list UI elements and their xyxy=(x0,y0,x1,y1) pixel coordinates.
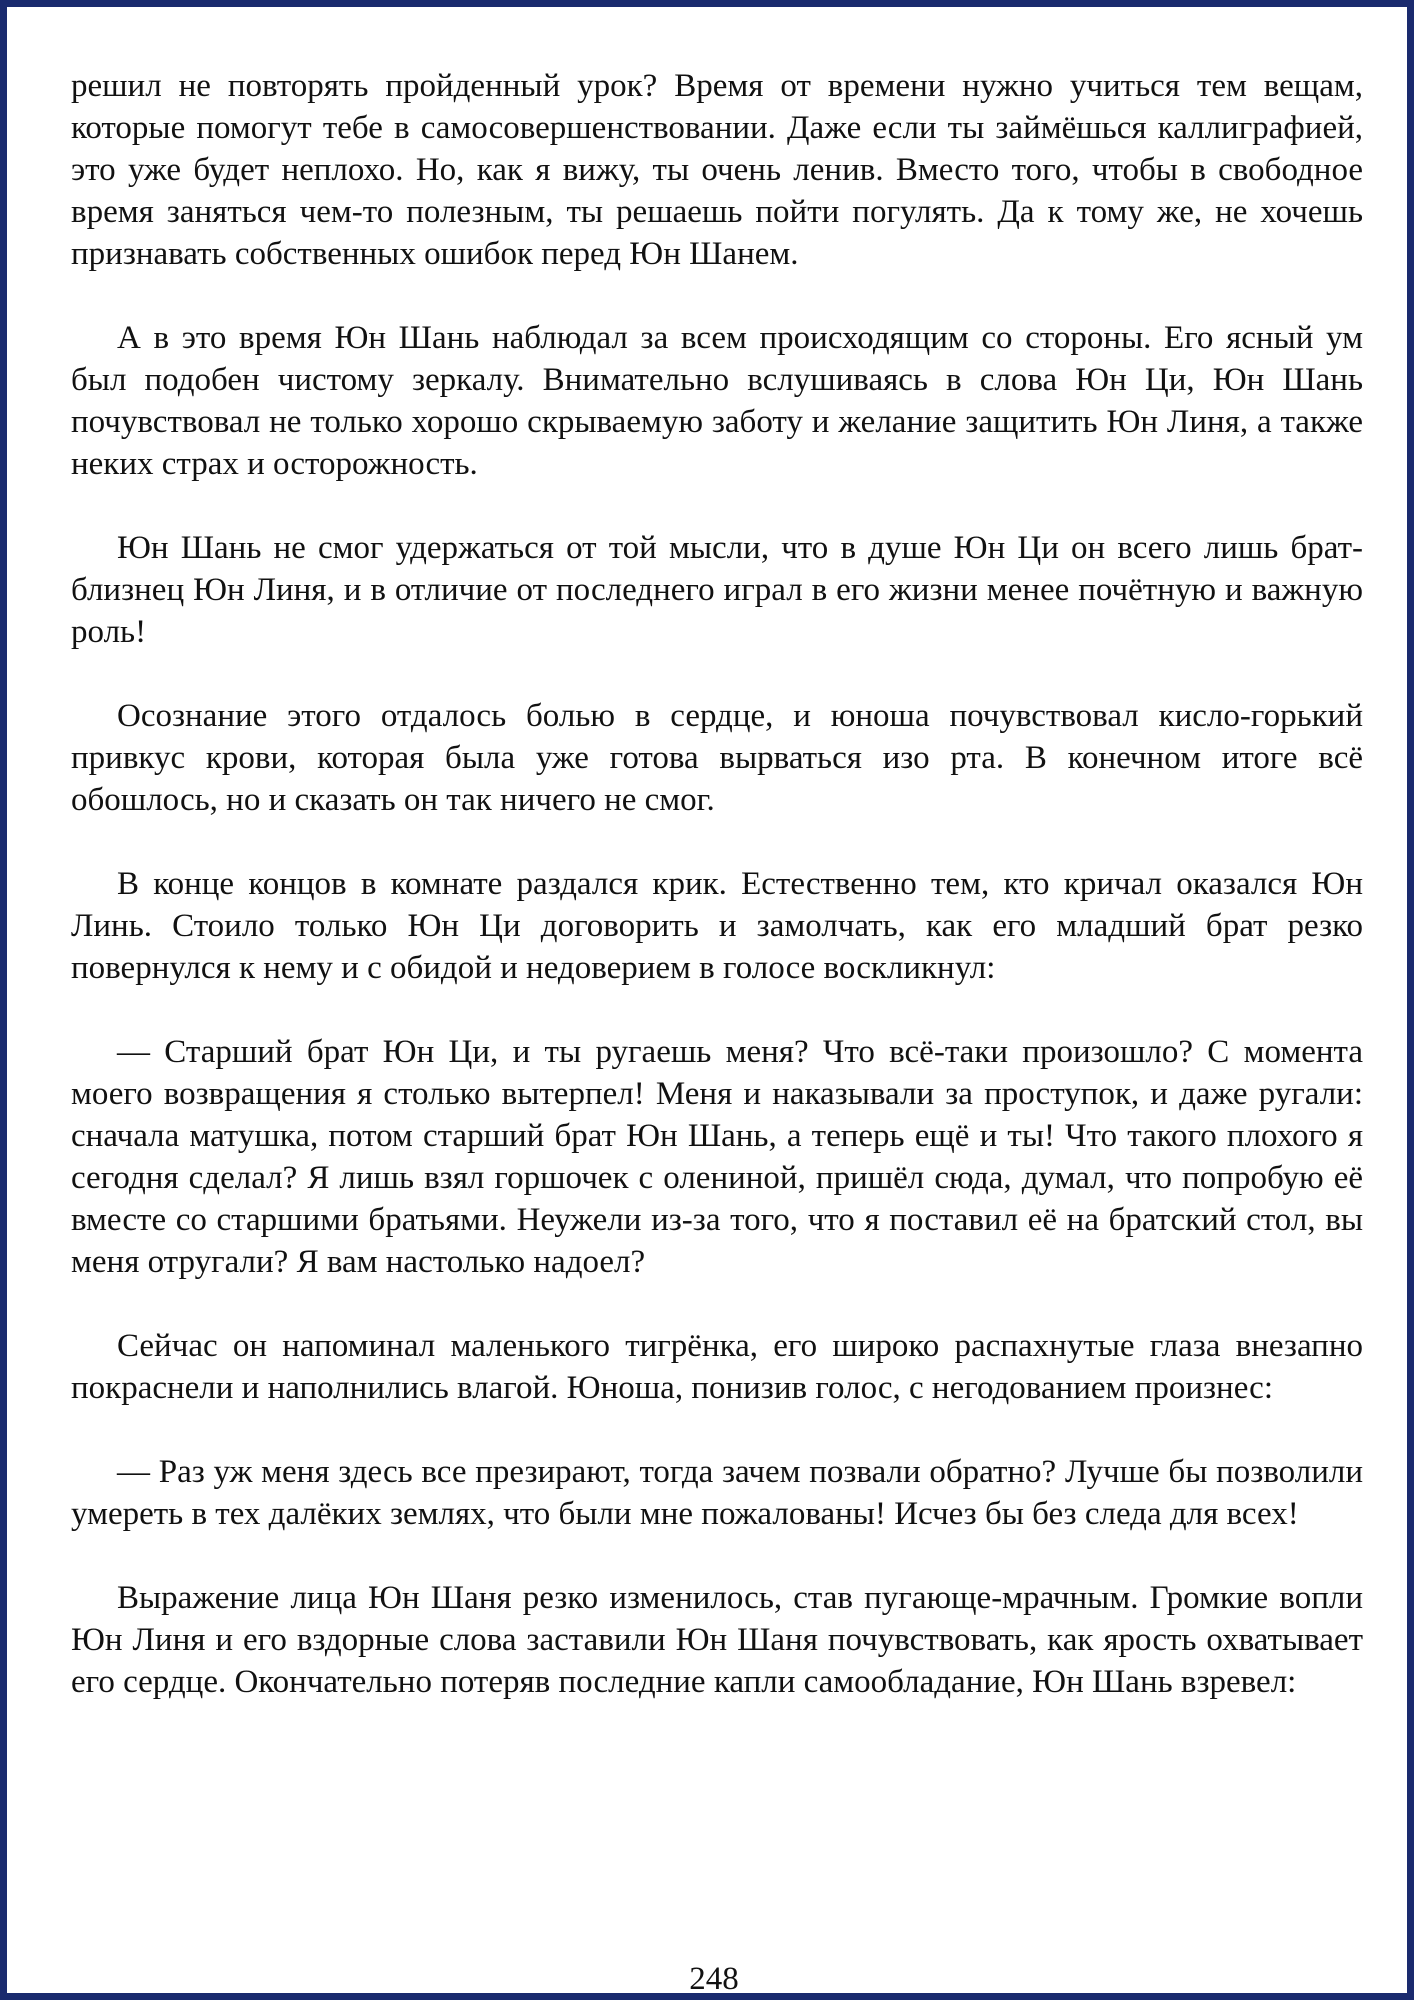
paragraph-8: — Раз уж меня здесь все презирают, тогда зачем позвали обратно? Лучше бы позволили умереть в тех далёких землях, что были мне пожалованы! Исчез бы без следа для всех! xyxy=(71,1454,1363,1532)
paragraph-4: Осознание этого отдалось болью в сердце, и юноша почувствовал кисло-горький привкус крови, которая была уже готова вырваться изо рта. В конечном итоге всё обошлось, но и сказать он так ничего не смог. xyxy=(71,698,1363,818)
paragraph-3: Юн Шань не смог удержаться от той мысли, что в душе Юн Ци он всего лишь брат-близнец Юн Линя, и в отличие от последнего играл в его жизни менее почётную и важную роль! xyxy=(71,530,1363,650)
paragraph-5: В конце концов в комнате раздался крик. Естественно тем, кто кричал оказался Юн Линь. Стоило только Юн Ци договорить и замолчать, как его младший брат резко повернулся к нему и с обидой и недоверием в голосе воскликнул: xyxy=(71,866,1363,986)
page-body xyxy=(71,65,1363,1745)
paragraph-9: Выражение лица Юн Шаня резко изменилось, став пугающе-мрачным. Громкие вопли Юн Линя и его вздорные слова заставили Юн Шаня почувствовать, как ярость охватывает его сердце. Окончательно потеряв последние капли самообладание, Юн Шань взревел: xyxy=(71,1580,1363,1700)
paragraph-6: — Старший брат Юн Ци, и ты ругаешь меня? Что всё-таки произошло? С момента моего возвращения я столько вытерпел! Меня и наказывали за проступок, и даже ругали: сначала матушка, потом старший брат Юн Шань, а теперь ещё и ты! Что такого плохого я сегодня сделал? Я лишь взял горшочек с олениной, пришёл сюда, думал, что попробую её вместе со старшими братьями. Неужели из-за того, что я поставил её на братский стол, вы меня отругали? Я вам настолько надоел? xyxy=(71,1034,1363,1280)
paragraph-1: решил не повторять пройденный урок? Время от времени нужно учиться тем вещам, которые помогут тебе в самосовершенствовании. Даже если ты займёшься каллиграфией, это уже будет неплохо. Но, как я вижу, ты очень ленив. Вместо того, чтобы в свободное время заняться чем-то полезным, ты решаешь пойти погулять. Да к тому же, не хочешь признавать собственных ошибок перед Юн Шанем. xyxy=(71,68,1363,272)
paragraph-7: Сейчас он напоминал маленького тигрёнка, его широко распахнутые глаза внезапно покраснели и наполнились влагой. Юноша, понизив голос, с негодованием произнес: xyxy=(71,1328,1363,1406)
page-number: 248 xyxy=(689,1961,739,1997)
paragraph-2: А в это время Юн Шань наблюдал за всем происходящим со стороны. Его ясный ум был подобен чистому зеркалу. Внимательно вслушиваясь в слова Юн Ци, Юн Шань почувствовал не только хорошо скрываемую заботу и желание защитить Юн Линя, а также неких страх и осторожность. xyxy=(71,320,1363,482)
